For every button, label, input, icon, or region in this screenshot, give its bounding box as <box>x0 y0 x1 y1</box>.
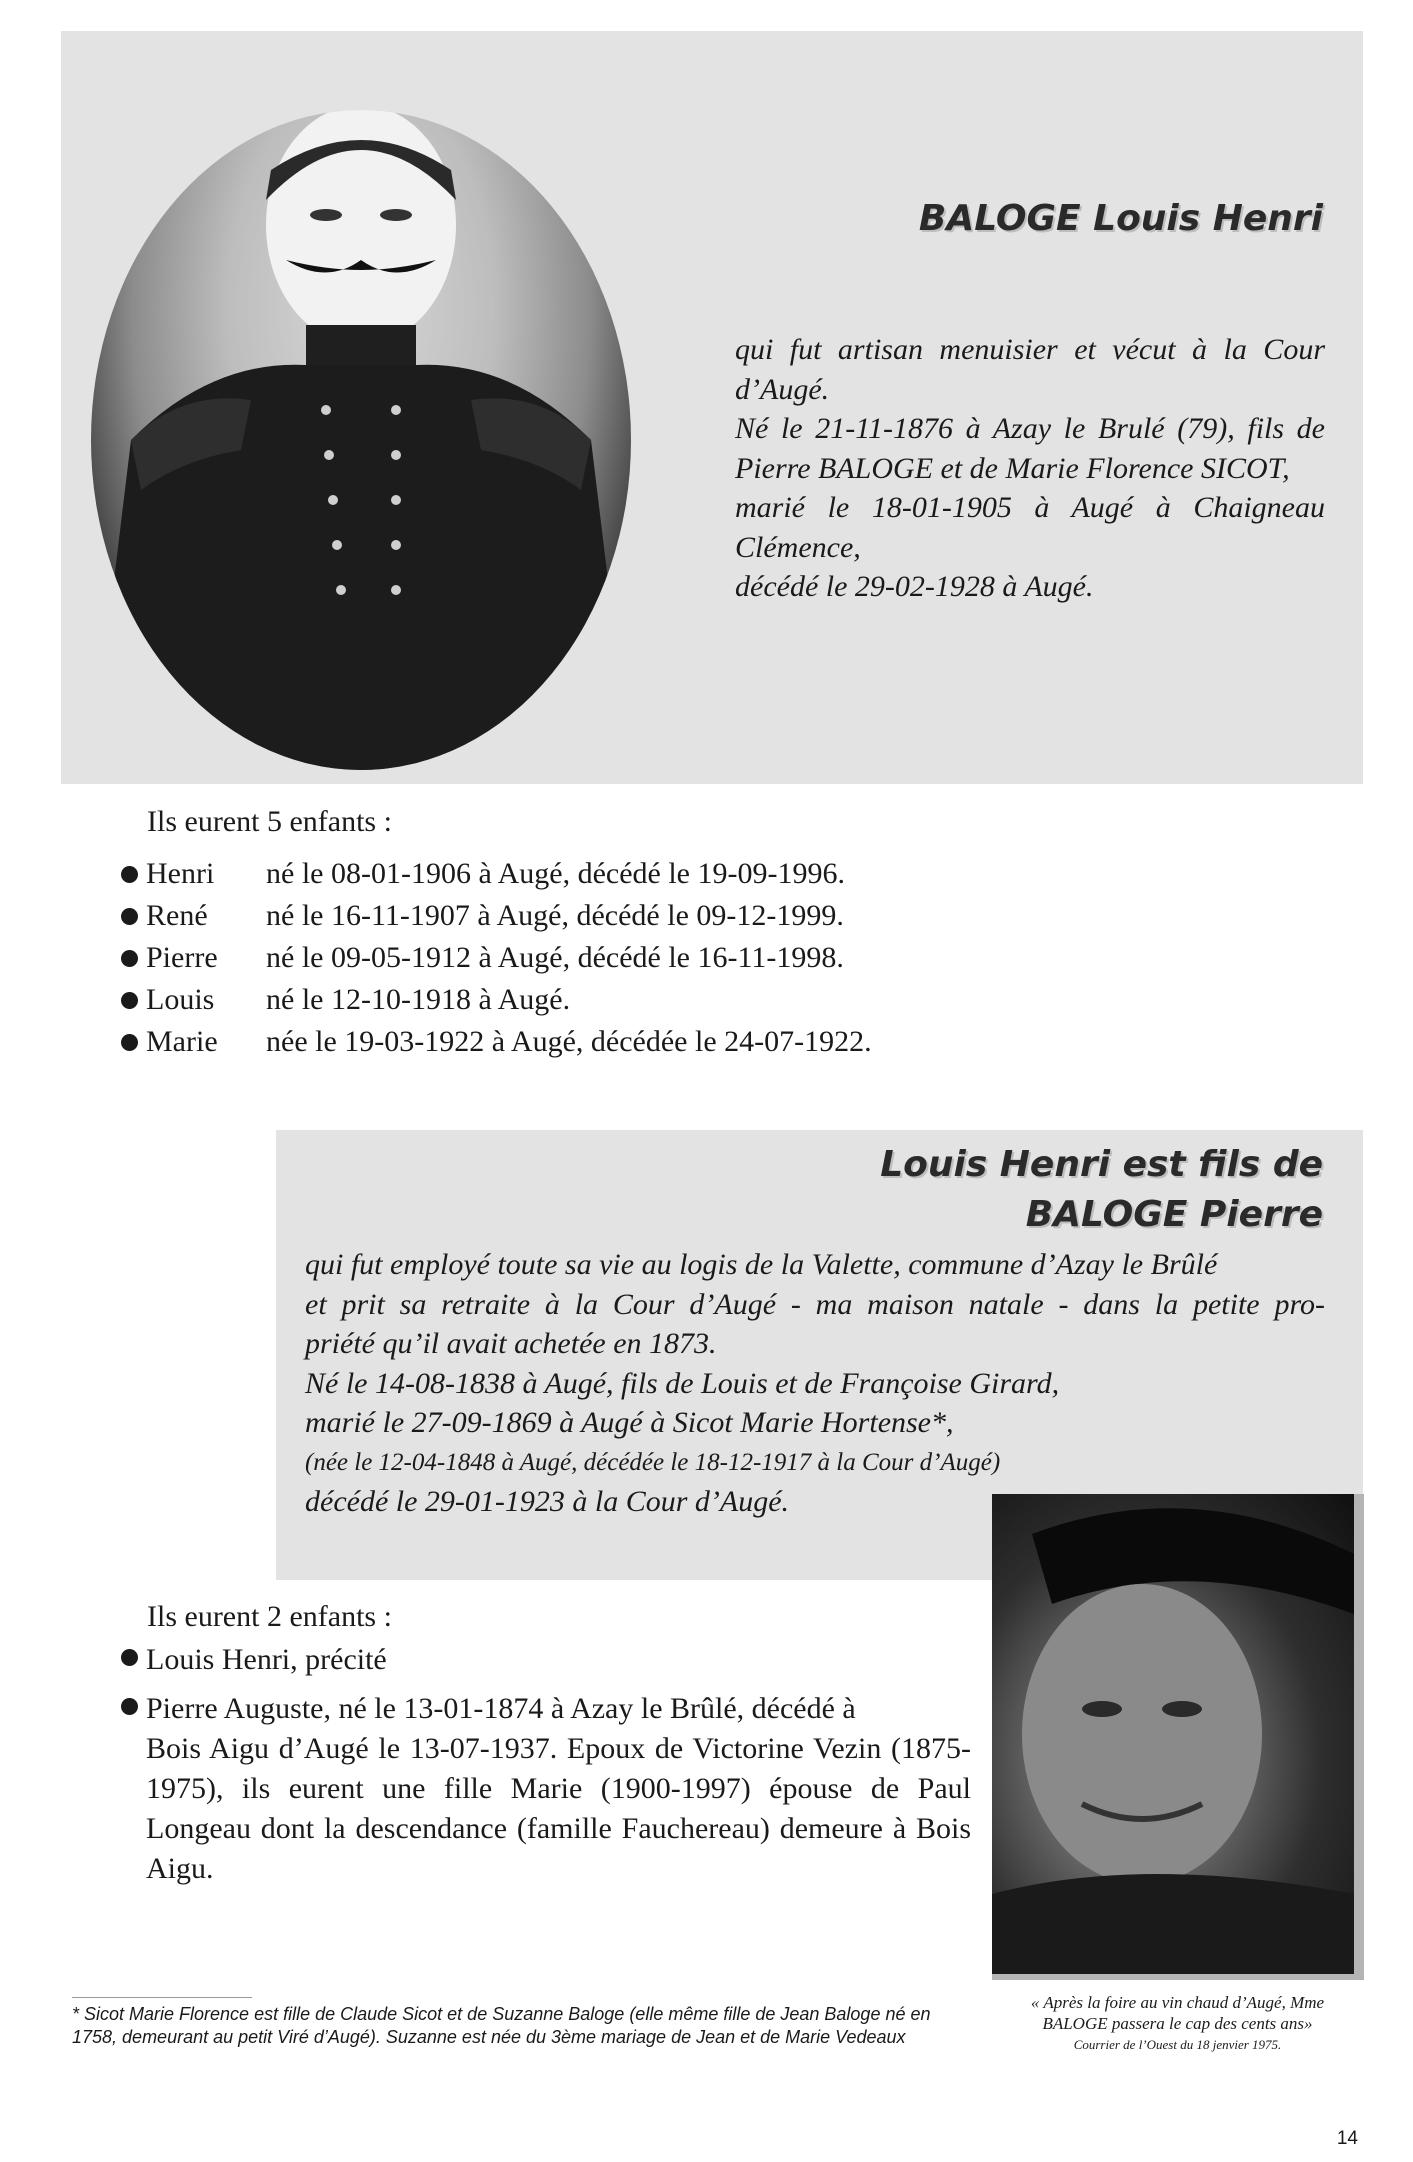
child-detail: né le 12-10-1918 à Augé. <box>266 983 571 1016</box>
bio1-line: qui fut artisan menuisier et vécut à la Cour d’Augé. <box>735 333 1325 406</box>
bio2-line: (née le 12-04-1848 à Augé, décédée le 18-12-1917 à la Cour d’Augé) <box>305 1448 1001 1476</box>
portrait-photo-louis-henri <box>91 110 631 770</box>
child-detail: né le 09-05-1912 à Augé, décédé le 16-11-1998. <box>266 941 844 974</box>
section2-children-list <box>121 1640 971 1898</box>
child-text: Pierre Auguste, né le 13-01-1874 à Azay le Brûlé, décédé à <box>146 1692 856 1725</box>
section2-title-line: BALOGE Pierre <box>1025 1194 1323 1235</box>
section1-title: BALOGE Louis Henri <box>918 198 1323 239</box>
caption-line: BALOGE passera le cap des cents ans» <box>1042 2014 1313 2033</box>
section1-children-intro: Ils eurent 5 enfants : <box>147 805 392 838</box>
bio2-line: décédé le 29-01-1923 à la Cour d’Augé. <box>305 1485 790 1518</box>
child-name: René <box>146 899 208 932</box>
footnote: * Sicot Marie Florence est fille de Claude Sicot et de Suzanne Baloge (elle même fille de Jean Baloge né en 1758, demeurant au petit Viré d’Augé). Suzanne est née du 3ème mariage de Jean et de Marie Vedeaux <box>72 2004 931 2047</box>
caption-source: Courrier de l’Ouest du 18 jenvier 1975. <box>1073 2037 1282 2052</box>
child-detail: née le 19-03-1922 à Augé, décédée le 24-07-1922. <box>266 1025 872 1058</box>
bio2-line: Né le 14-08-1838 à Augé, fils de Louis et de Françoise Girard, <box>305 1366 1060 1400</box>
bio1-line: Né le 21-11-1876 à Azay le Brulé (79), fils de Pierre BALOGE et de Marie Florence SICOT, <box>735 412 1325 485</box>
section2-children-intro: Ils eurent 2 enfants : <box>147 1600 392 1633</box>
photo-illustration <box>992 1494 1354 1974</box>
bio1-line: décédé le 29-02-1928 à Augé. <box>735 570 1094 603</box>
child-detail: né le 16-11-1907 à Augé, décédé le 09-12-1999. <box>266 899 844 932</box>
bio2-line: qui fut employé toute sa vie au logis de la Valette, commune d’Azay le Brûlé <box>305 1248 1218 1281</box>
section2-title-line: Louis Henri est fils de <box>880 1144 1323 1185</box>
bullet-icon <box>121 1649 138 1666</box>
child-text: Louis Henri, précité <box>146 1643 387 1676</box>
list-item <box>121 853 872 895</box>
child-text-continued: Bois Aigu d’Augé le 13-07-1937. Epoux de Victorine Vezin (1875-1975), ils eurent une fille Marie (1900-1997) épouse de Paul Longeau dont la descendance (famille Fauchereau) demeure à Bois Aigu. <box>146 1732 971 1885</box>
bio2-line: priété qu’il avait achetée en 1873. <box>305 1327 717 1360</box>
bullet-icon <box>121 950 138 967</box>
list-item <box>121 1689 971 1889</box>
list-item <box>121 895 872 937</box>
list-item <box>121 1021 872 1063</box>
page-number: 14 <box>1336 2128 1358 2149</box>
child-name: Henri <box>146 857 215 890</box>
child-name: Marie <box>146 1025 218 1058</box>
list-item <box>121 937 872 979</box>
bullet-icon <box>121 1698 138 1715</box>
bullet-icon <box>121 866 138 883</box>
bullet-icon <box>121 1034 138 1051</box>
bullet-icon <box>121 908 138 925</box>
list-item <box>121 1640 971 1680</box>
bullet-icon <box>121 992 138 1009</box>
section1-children-list <box>121 853 872 1063</box>
bio2-line: et prit sa retraite à la Cour d’Augé - ma maison natale - dans la petite pro- <box>305 1287 1325 1321</box>
photo-caption <box>990 1992 1365 2055</box>
section2-biography <box>305 1245 1325 1522</box>
portrait-illustration <box>91 110 631 770</box>
child-name: Pierre <box>146 941 218 974</box>
bio1-line: marié le 18-01-1905 à Augé à Chaigneau Clémence, <box>735 491 1325 564</box>
caption-line: « Après la foire au vin chaud d’Augé, Mme <box>1030 1993 1325 2012</box>
list-item <box>121 979 872 1021</box>
child-detail: né le 08-01-1906 à Augé, décédé le 19-09-1996. <box>266 857 845 890</box>
footnote-divider <box>72 1997 252 1998</box>
child-name: Louis <box>146 983 215 1016</box>
elderly-woman-photo <box>992 1494 1364 1980</box>
section2-title <box>880 1140 1323 1240</box>
section1-biography <box>735 330 1325 607</box>
bio2-line: marié le 27-09-1869 à Augé à Sicot Marie Hortense*, <box>305 1406 954 1439</box>
